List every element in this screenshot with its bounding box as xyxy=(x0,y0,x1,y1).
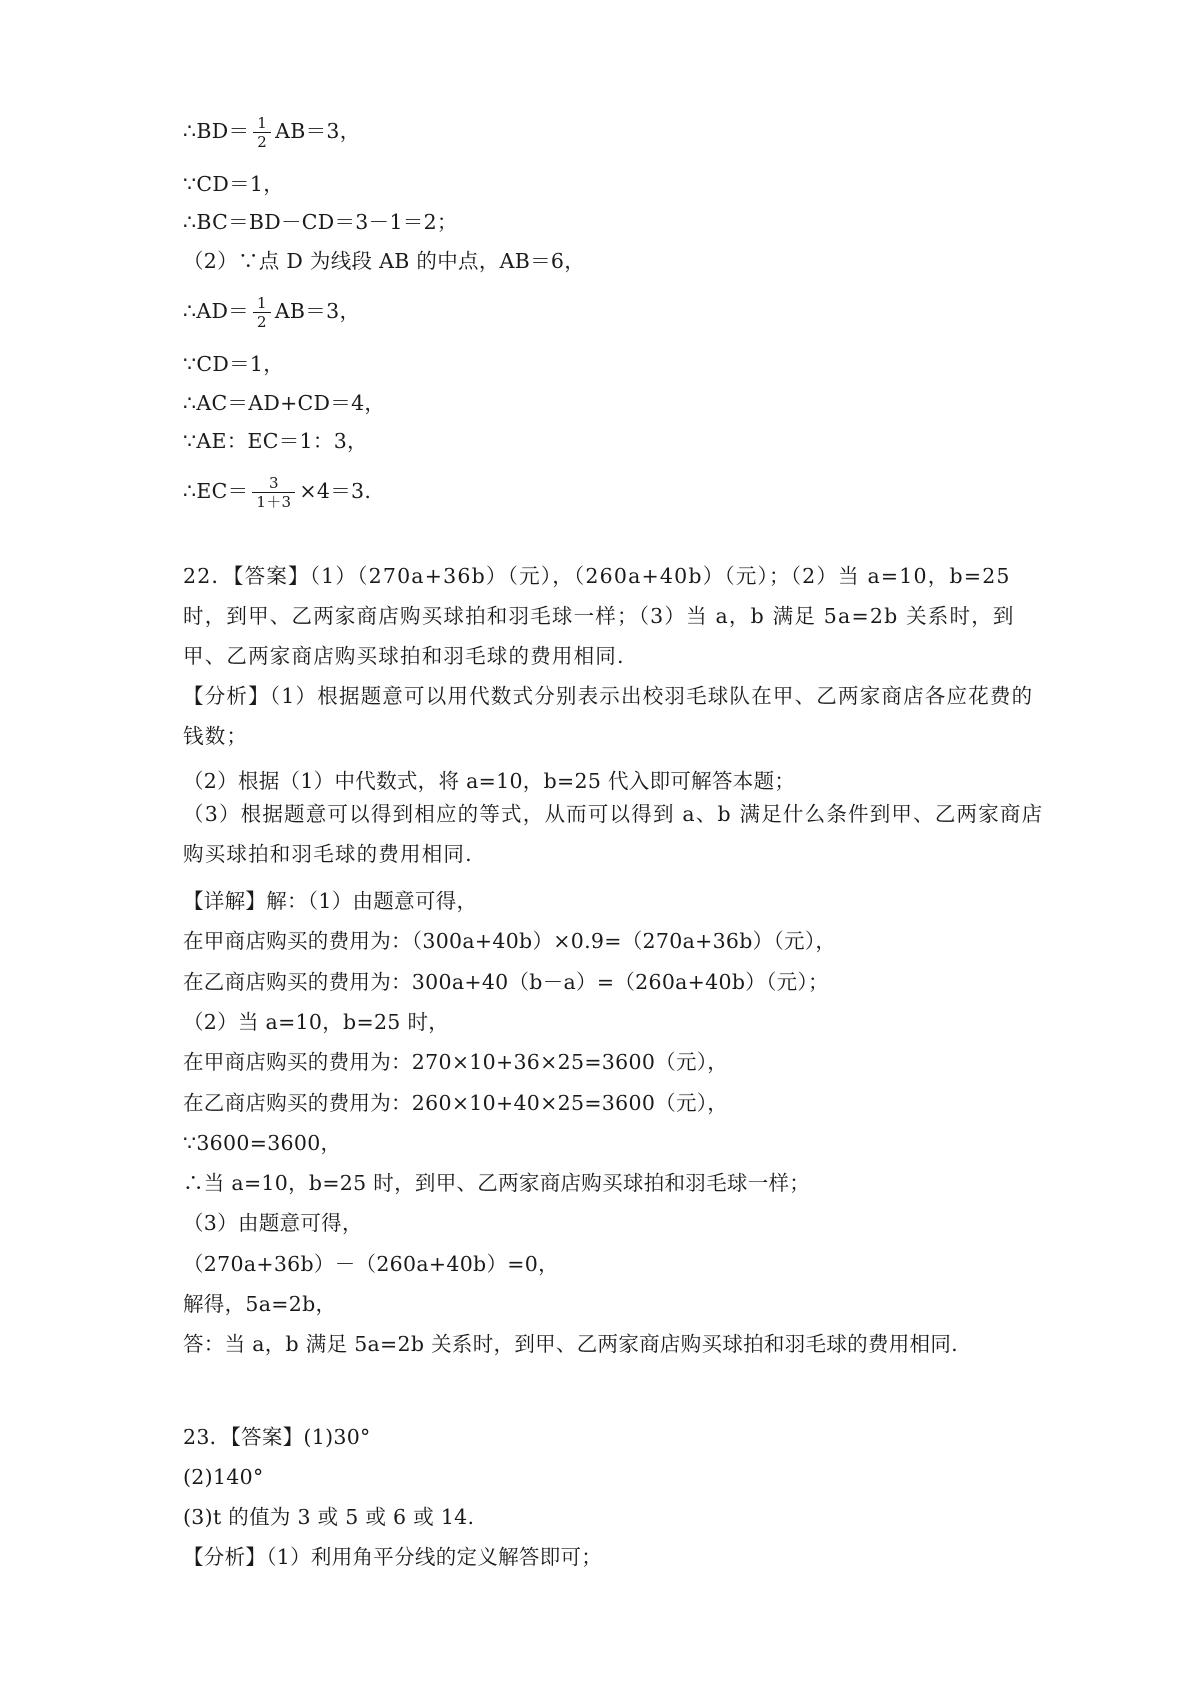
solution-line-3: ∴BC＝BD－CD＝3－1＝2； xyxy=(183,210,458,234)
q23-answer: 23．【答案】(1)30° xyxy=(183,1425,371,1449)
solution-line-7: ∴AC＝AD+CD＝4， xyxy=(183,391,386,415)
expr-pre: ∴AD＝ xyxy=(183,299,249,323)
solution-line-5 xyxy=(183,294,1050,331)
q22-detail-10: （270a+36b）－（260a+40b）=0， xyxy=(183,1252,559,1276)
fraction xyxy=(252,474,295,511)
q22-detail-11: 解得，5a=2b， xyxy=(183,1292,337,1316)
q22-analysis-3: （3）根据题意可以得到相应的等式，从而可以得到 a、b 满足什么条件到甲、乙两家商店购买球拍和羽毛球的费用相同. xyxy=(183,802,1044,866)
solution-line-8: ∵AE：EC＝1：3， xyxy=(183,429,368,453)
fraction-denominator: 2 xyxy=(253,312,271,331)
q22-detail-5: 在甲商店购买的费用为：270×10+36×25=3600（元）， xyxy=(183,1050,729,1074)
expr-post: AB＝3， xyxy=(275,119,361,143)
fraction xyxy=(253,114,271,151)
fraction-numerator: 1 xyxy=(256,294,267,312)
fraction-numerator: 3 xyxy=(268,474,279,492)
solution-line-6: ∵CD＝1， xyxy=(183,352,285,376)
q22-detail-12: 答：当 a，b 满足 5a=2b 关系时，到甲、乙两家商店购买球拍和羽毛球的费用相同. xyxy=(183,1332,958,1356)
expr-pre: ∴EC＝ xyxy=(183,479,249,503)
q23-answer-3: (3)t 的值为 3 或 5 或 6 或 14. xyxy=(183,1505,475,1529)
solution-line-9 xyxy=(183,474,1050,511)
fraction-denominator: 2 xyxy=(253,132,271,151)
expr-post: ×4＝3. xyxy=(299,479,372,503)
fraction-numerator: 1 xyxy=(257,114,268,132)
solution-line-1 xyxy=(183,114,1050,151)
expr-post: AB＝3， xyxy=(274,299,361,323)
q22-detail-3: 在乙商店购买的费用为：300a+40（b－a）=（260a+40b）（元）； xyxy=(183,970,829,994)
q22-detail-6: 在乙商店购买的费用为：260×10+40×25=3600（元）， xyxy=(183,1091,729,1115)
q23-analysis: 【分析】（1）利用角平分线的定义解答即可； xyxy=(183,1545,603,1569)
q22-detail-8: ∴当 a=10，b=25 时，到甲、乙两家商店购买球拍和羽毛球一样； xyxy=(183,1171,811,1195)
q22-detail-4: （2）当 a=10，b=25 时， xyxy=(183,1010,450,1034)
fraction-denominator: 1＋3 xyxy=(252,492,295,511)
solution-line-4: （2）∵点 D 为线段 AB 的中点，AB＝6， xyxy=(183,249,586,273)
fraction xyxy=(253,294,271,331)
q22-detail-9: （3）由题意可得， xyxy=(183,1211,363,1235)
q22-detail-2: 在甲商店购买的费用为：（300a+40b）×0.9=（270a+36b）（元）， xyxy=(183,929,837,953)
q22-detail-1: 【详解】解：（1）由题意可得， xyxy=(183,889,478,913)
q23-answer-2: (2)140° xyxy=(183,1465,264,1489)
q22-analysis: 【分析】（1）根据题意可以用代数式分别表示出校羽毛球队在甲、乙两家商店各应花费的钱数； xyxy=(183,684,1034,748)
solution-line-2: ∵CD＝1， xyxy=(183,172,285,196)
q22-detail-7: ∵3600=3600， xyxy=(183,1131,342,1155)
q22-answer: 22．【答案】（1）（270a+36b）（元），（260a+40b）（元）；（2）当 a=10，b=25 时，到甲、乙两家商店购买球拍和羽毛球一样；（3）当 a，b 满足 5a=2b 关系时，到甲、乙两家商店购买球拍和羽毛球的费用相同. xyxy=(183,564,1015,668)
q22-analysis-2: （2）根据（1）中代数式，将 a=10，b=25 代入即可解答本题； xyxy=(183,769,796,793)
expr-pre: ∴BD＝ xyxy=(183,119,250,143)
